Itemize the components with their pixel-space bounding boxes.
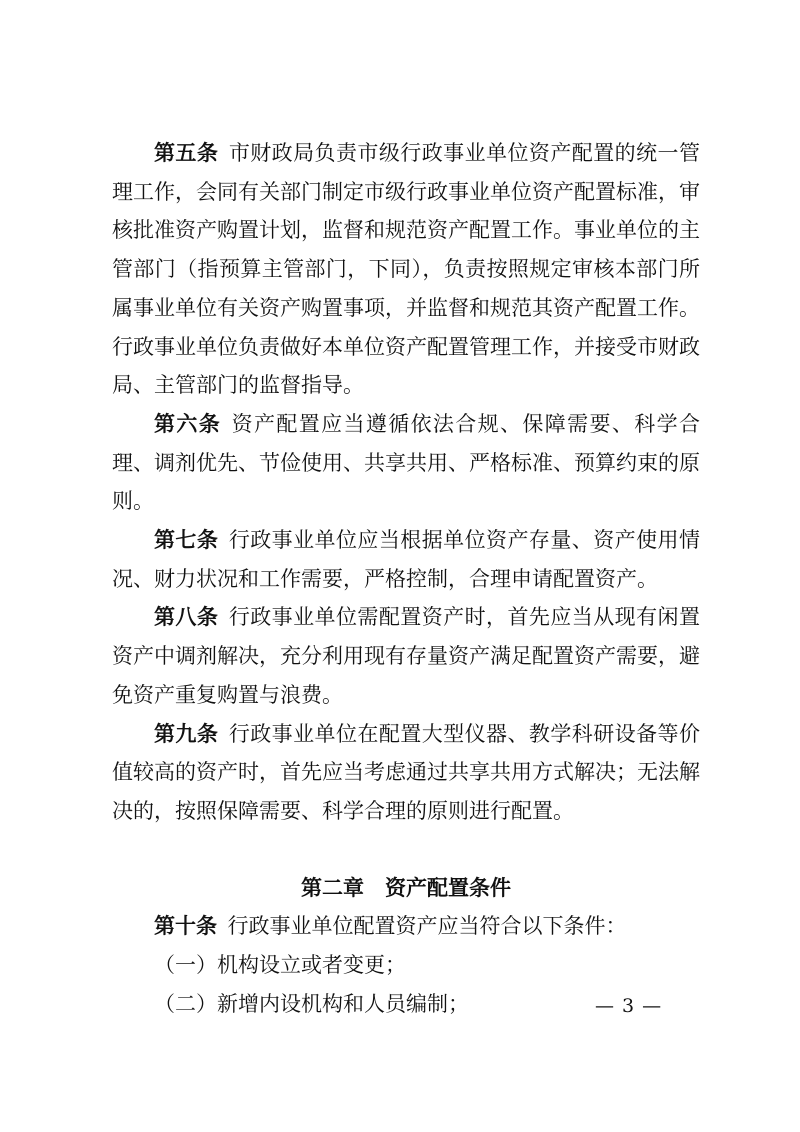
article-6	[112, 405, 700, 521]
article-number: 第十条	[154, 914, 217, 939]
page-number: — 3 —	[595, 995, 663, 1017]
article-number: 第八条	[154, 605, 219, 630]
article-text: 行政事业单位配置资产应当符合以下条件：	[227, 914, 627, 939]
article-5	[112, 134, 700, 405]
chapter-heading	[112, 869, 700, 908]
article-text: 行政事业单位应当根据单位资产存量、资产使用情况、财力状况和工作需要，严格控制，合理申请配置资产。	[112, 528, 700, 591]
article-text: 市财政局负责市级行政事业单位资产配置的统一管理工作，会同有关部门制定市级行政事业单位资产配置标准，审核批准资产购置计划，监督和规范资产配置工作。事业单位的主管部门（指预算主管部门，下同），负责按照规定审核本部门所属事业单位有关资产购置事项，并监督和规范其资产配置工作。行政事业单位负责做好本单位资产配置管理工作，并接受市财政局、主管部门的监督指导。	[112, 141, 700, 398]
article-10	[112, 907, 700, 946]
article-text: 行政事业单位需配置资产时，首先应当从现有闲置资产中调剂解决，充分利用现有存量资产满足配置资产需要，避免资产重复购置与浪费。	[112, 605, 700, 707]
document-body	[112, 134, 700, 1023]
condition-item: （一）机构设立或者变更；	[154, 953, 406, 978]
chapter-number: 第二章	[301, 875, 364, 900]
condition-item: （二）新增内设机构和人员编制；	[154, 991, 469, 1016]
article-number: 第九条	[154, 721, 219, 746]
chapter-title: 资产配置条件	[385, 875, 511, 900]
article-text: 资产配置应当遵循依法合规、保障需要、科学合理、调剂优先、节俭使用、共享共用、严格标准、预算约束的原则。	[112, 411, 700, 514]
article-8	[112, 598, 700, 714]
article-9	[112, 715, 700, 831]
article-number: 第七条	[154, 528, 219, 553]
article-7	[112, 521, 700, 598]
article-text: 行政事业单位在配置大型仪器、教学科研设备等价值较高的资产时，首先应当考虑通过共享共用方式解决；无法解决的，按照保障需要、科学合理的原则进行配置。	[112, 721, 700, 823]
article-number: 第六条	[154, 411, 222, 436]
article-number: 第五条	[154, 141, 219, 165]
